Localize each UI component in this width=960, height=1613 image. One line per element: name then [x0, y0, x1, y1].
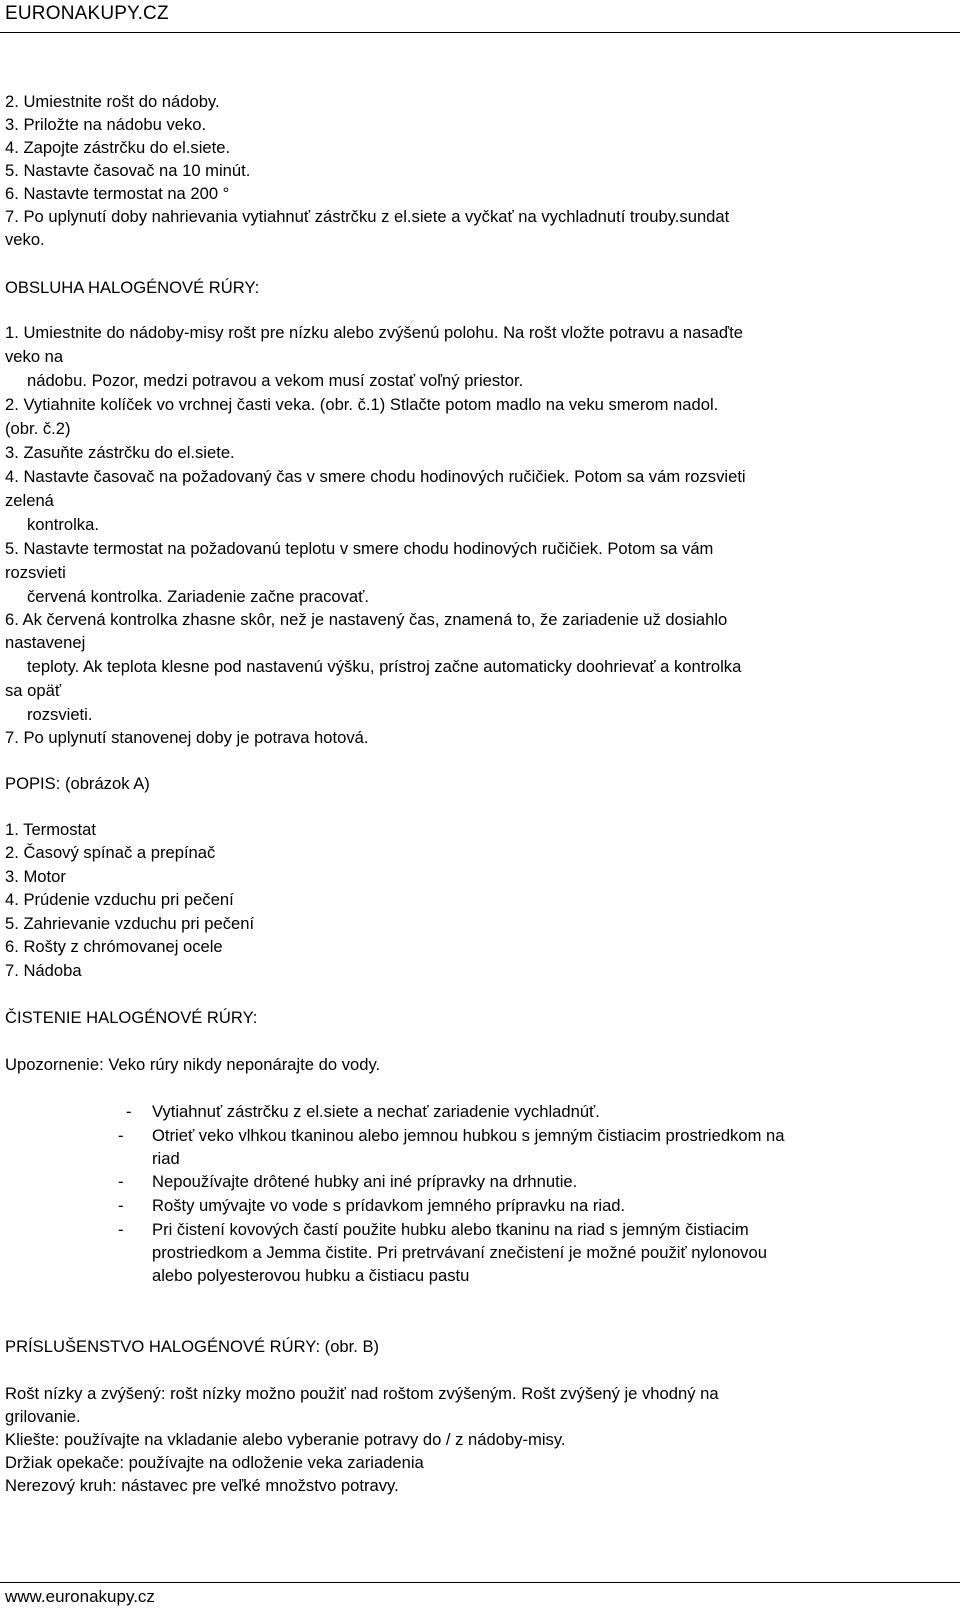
- cleaning-bullet: Pri čistení kovových častí použite hubku alebo tkaninu na riad s jemným čistiacim: [152, 1220, 749, 1239]
- description-item: 4. Prúdenie vzduchu pri pečení: [5, 890, 234, 909]
- bullet-dash: -: [118, 1172, 124, 1191]
- intro-step: veko.: [5, 230, 45, 249]
- operation-line: rozsvieti: [5, 563, 66, 582]
- description-item: 2. Časový spínač a prepínač: [5, 843, 216, 862]
- accessories-line: grilovanie.: [5, 1407, 81, 1426]
- intro-step: 4. Zapojte zástrčku do el.siete.: [5, 138, 231, 157]
- operation-line: nastavenej: [5, 633, 86, 652]
- operation-line: teploty. Ak teplota klesne pod nastavenú výšku, prístroj začne automaticky doohrievať a kontrolka: [27, 657, 742, 676]
- description-item: 7. Nádoba: [5, 961, 82, 980]
- operation-line: 3. Zasuňte zástrčku do el.siete.: [5, 443, 235, 462]
- section-heading-cleaning: ČISTENIE HALOGÉNOVÉ RÚRY:: [5, 1008, 258, 1027]
- footer-rule: [0, 1582, 960, 1583]
- section-heading-operation: OBSLUHA HALOGÉNOVÉ RÚRY:: [5, 278, 260, 297]
- accessories-line: Držiak opekače: používajte na odloženie veka zariadenia: [5, 1453, 424, 1472]
- operation-line: (obr. č.2): [5, 419, 71, 438]
- cleaning-warning: Upozornenie: Veko rúry nikdy neponárajte do vody.: [5, 1055, 381, 1074]
- operation-line: 7. Po uplynutí stanovenej doby je potrava hotová.: [5, 728, 369, 747]
- operation-line: 4. Nastavte časovač na požadovaný čas v smere chodu hodinových ručičiek. Potom sa vám rozsvieti: [5, 467, 746, 486]
- cleaning-bullet: Vytiahnuť zástrčku z el.siete a nechať zariadenie vychladnúť.: [152, 1102, 600, 1121]
- footer-url: www.euronakupy.cz: [5, 1587, 155, 1606]
- operation-line: sa opäť: [5, 681, 62, 700]
- description-item: 3. Motor: [5, 867, 66, 886]
- operation-line: 1. Umiestnite do nádoby-misy rošt pre nízku alebo zvýšenú polohu. Na rošt vložte potravu a nasaďte: [5, 323, 743, 342]
- section-heading-accessories: PRÍSLUŠENSTVO HALOGÉNOVÉ RÚRY: (obr. B): [5, 1337, 380, 1356]
- header-rule: [0, 32, 960, 33]
- cleaning-bullet: Rošty umývajte vo vode s prídavkom jemného prípravku na riad.: [152, 1196, 626, 1215]
- intro-step: 7. Po uplynutí doby nahrievania vytiahnuť zástrčku z el.siete a vyčkať na vychladnutí trouby.sundat: [5, 207, 730, 226]
- intro-step: 5. Nastavte časovač na 10 minút.: [5, 161, 251, 180]
- description-item: 5. Zahrievanie vzduchu pri pečení: [5, 914, 255, 933]
- accessories-line: Kliešte: používajte na vkladanie alebo vyberanie potravy do / z nádoby-misy.: [5, 1430, 566, 1449]
- description-item: 1. Termostat: [5, 820, 96, 839]
- accessories-line: Nerezový kruh: nástavec pre veľké množstvo potravy.: [5, 1476, 399, 1495]
- accessories-line: Rošt nízky a zvýšený: rošt nízky možno použiť nad roštom zvýšeným. Rošt zvýšený je vhodný na: [5, 1384, 719, 1403]
- bullet-dash: -: [118, 1220, 124, 1239]
- bullet-dash: -: [118, 1196, 124, 1215]
- operation-line: veko na: [5, 347, 64, 366]
- description-item: 6. Rošty z chrómovanej ocele: [5, 937, 223, 956]
- intro-step: 6. Nastavte termostat na 200 °: [5, 184, 230, 203]
- operation-line: 6. Ak červená kontrolka zhasne skôr, než je nastavený čas, znamená to, že zariadenie už dosiahlo: [5, 610, 728, 629]
- cleaning-bullet-continued: alebo polyesterovou hubku a čistiacu pastu: [152, 1266, 470, 1285]
- operation-line: nádobu. Pozor, medzi potravou a vekom musí zostať voľný priestor.: [27, 371, 524, 390]
- site-header: EURONAKUPY.CZ: [5, 3, 169, 24]
- intro-step: 3. Priložte na nádobu veko.: [5, 115, 207, 134]
- operation-line: červená kontrolka. Zariadenie začne pracovať.: [27, 587, 369, 606]
- section-heading-description: POPIS: (obrázok A): [5, 774, 150, 793]
- cleaning-bullet-continued: riad: [152, 1149, 180, 1168]
- operation-line: rozsvieti.: [27, 705, 93, 724]
- cleaning-bullet-continued: prostriedkom a Jemma čistite. Pri pretrvávaní znečistení je možné použiť nylonovou: [152, 1243, 767, 1262]
- bullet-dash: -: [118, 1126, 124, 1145]
- operation-line: kontrolka.: [27, 515, 99, 534]
- intro-step: 2. Umiestnite rošt do nádoby.: [5, 92, 220, 111]
- operation-line: 2. Vytiahnite kolíček vo vrchnej časti veka. (obr. č.1) Stlačte potom madlo na veku smerom nadol.: [5, 395, 719, 414]
- cleaning-bullet: Otrieť veko vlhkou tkaninou alebo jemnou hubkou s jemným čistiacim prostriedkom na: [152, 1126, 785, 1145]
- operation-line: zelená: [5, 491, 54, 510]
- bullet-dash: -: [126, 1102, 132, 1121]
- operation-line: 5. Nastavte termostat na požadovanú teplotu v smere chodu hodinových ručičiek. Potom sa vám: [5, 539, 714, 558]
- cleaning-bullet: Nepoužívajte drôtené hubky ani iné prípravky na drhnutie.: [152, 1172, 578, 1191]
